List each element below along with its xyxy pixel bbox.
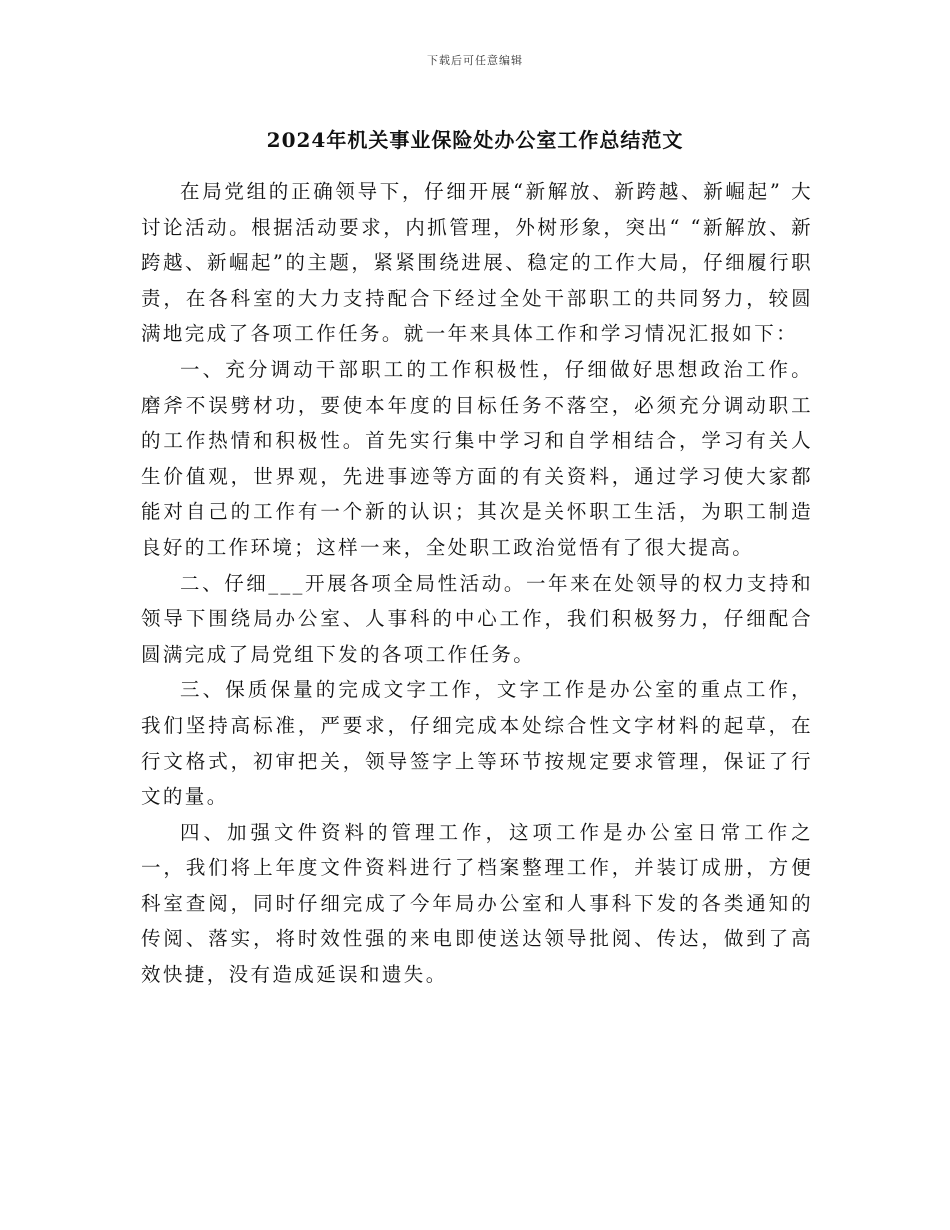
page-header-note: 下载后可任意编辑: [427, 54, 523, 67]
paragraph-intro: 在局党组的正确领导下，仔细开展“新解放、新跨越、新崛起” 大讨论活动。根据活动要求，内抓管理，外树形象，突出“ “新解放、新跨越、新崛起”的主题，紧紧围绕进展、稳定的工作大局，仔细履行职责，在各科室的大力支持配合下经过全处干部职工的共同努力，较圆满地完成了各项工作任务。就一年来具体工作和学习情况汇报如下：: [141, 180, 813, 346]
paragraph-section-2: 二、仔细___开展各项全局性活动。一年来在处领导的权力支持和领导下围绕局办公室、人事科的中心工作，我们积极努力，仔细配合圆满完成了局党组下发的各项工作任务。: [141, 571, 813, 666]
paragraph-section-3: 三、保质保量的完成文字工作，文字工作是办公室的重点工作，我们坚持高标准，严要求，仔细完成本处综合性文字材料的起草，在行文格式，初审把关，领导签字上等环节按规定要求管理，保证了行文的量。: [141, 678, 813, 809]
document-title: 2024年机关事业保险处办公室工作总结范文: [266, 128, 684, 152]
document-body: [141, 174, 813, 993]
paragraph-section-4: 四、加强文件资料的管理工作，这项工作是办公室日常工作之一，我们将上年度文件资料进行了档案整理工作，并装订成册，方便科室查阅，同时仔细完成了今年局办公室和人事科下发的各类通知的传阅、落实，将时效性强的来电即使送达领导批阅、传达，做到了高效快捷，没有造成延误和遗失。: [141, 820, 813, 987]
paragraph-section-1: 一、充分调动干部职工的工作积极性，仔细做好思想政治工作。磨斧不误劈材功，要使本年度的目标任务不落空，必须充分调动职工的工作热情和积极性。首先实行集中学习和自学相结合，学习有关人生价值观，世界观，先进事迹等方面的有关资料，通过学习使大家都能对自己的工作有一个新的认识；其次是关怀职工生活，为职工制造良好的工作环境；这样一来，全处职工政治觉悟有了很大提高。: [141, 357, 813, 559]
